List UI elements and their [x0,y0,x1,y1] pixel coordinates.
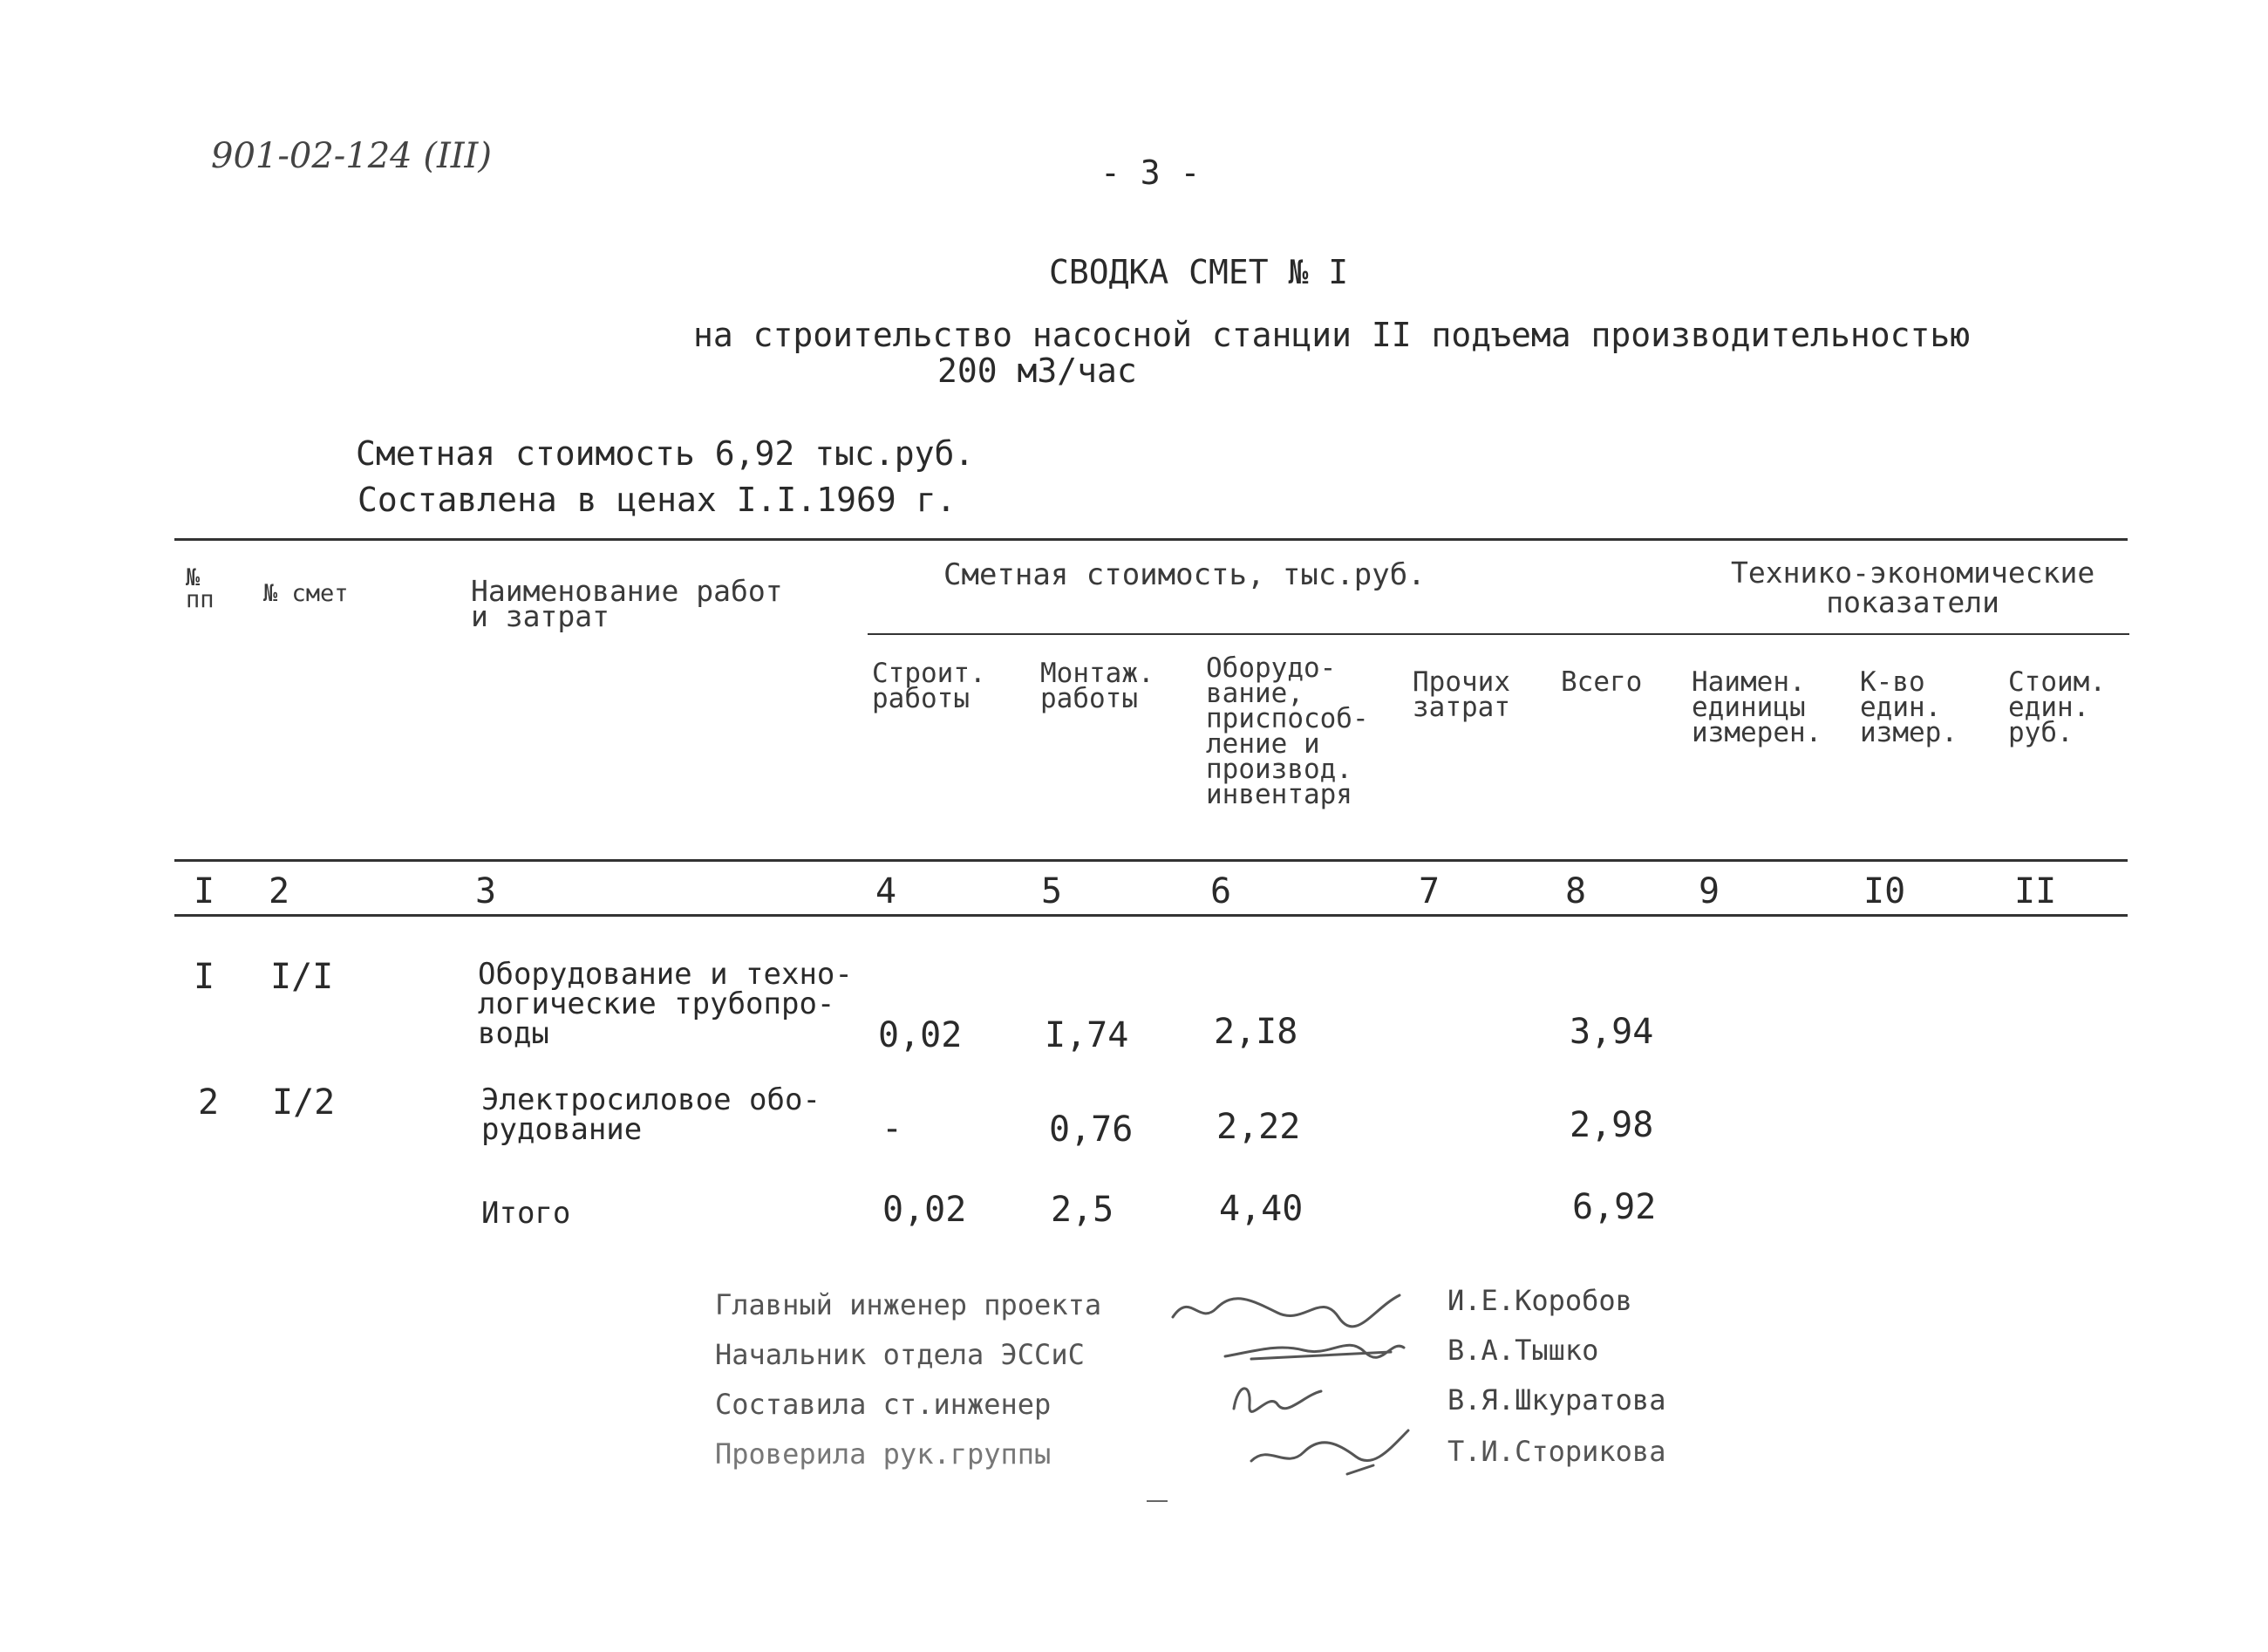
total-row-label: Итого [481,1196,571,1231]
header-estimate-ref: № смет [263,580,349,607]
table-column-number-rule [174,914,2128,917]
signature-role: Начальник отдела ЭССиС [715,1338,1085,1371]
total-installation: 2,5 [1051,1190,1114,1230]
column-number: I0 [1863,871,1906,911]
column-number: 4 [875,871,897,911]
header-construction: Строит. работы [872,658,986,714]
table-cell-installation: I,74 [1045,1015,1129,1055]
header-unit-cost: Стоим. един. руб. [2008,666,2106,748]
header-unit-qty: К-во един. измер. [1860,666,1958,748]
column-number: 2 [269,871,290,911]
signature-role: Составила ст.инженер [715,1388,1052,1421]
handwritten-signature [1243,1417,1417,1487]
document-subtitle-capacity: 200 м3/час [937,352,1137,390]
table-cell-total: 3,94 [1570,1012,1654,1052]
header-equipment: Оборудо- вание, приспособ- ление и производ. инвентаря [1206,652,1369,810]
document-code: 901-02-124 (III) [211,136,492,176]
signature-role: Проверила рук.группы [715,1437,1052,1471]
column-number: 8 [1565,871,1587,911]
document-title: СВОДКА СМЕТ № I [1049,253,1349,291]
header-row-number: № пп [186,564,215,613]
column-number: 3 [475,871,497,911]
handwritten-signature [1225,1374,1347,1417]
header-tech-group: Технико-экономические показатели [1731,556,2095,619]
table-top-rule [174,538,2128,541]
table-cell-ref: I/2 [272,1082,336,1123]
column-number: 6 [1210,871,1232,911]
price-basis: Составлена в ценах I.I.1969 г. [358,481,957,519]
total-equipment: 4,40 [1219,1189,1304,1229]
table-header-rule [174,859,2128,862]
table-cell-ref: I/I [270,957,334,997]
page-number: - 3 - [1100,154,1201,192]
table-cell-num: I [194,957,215,997]
header-work-name: Наименование работ и затрат [471,574,783,633]
column-number: I [194,871,215,911]
column-number: II [2014,871,2057,911]
table-group-rule [868,633,2129,635]
header-cost-group: Сметная стоимость, тыс.руб. [943,557,1426,592]
table-cell-equipment: 2,I8 [1214,1012,1298,1052]
signature-name: В.Я.Шкуратова [1447,1383,1666,1416]
table-cell-num: 2 [198,1082,220,1123]
table-cell-construction: 0,02 [878,1015,963,1055]
header-unit-name: Наимен. единицы измерен. [1692,666,1822,748]
table-cell-construction: - [882,1109,903,1149]
table-cell-total: 2,98 [1570,1105,1654,1145]
estimated-cost: Сметная стоимость 6,92 тыс.руб. [356,434,975,473]
table-cell-name: Электросиловое обо- рудование [481,1082,821,1147]
column-number: 5 [1041,871,1063,911]
header-other: Прочих затрат [1413,666,1510,723]
handwritten-signature [1216,1326,1408,1369]
signature-name: В.А.Тышко [1447,1334,1599,1367]
header-total: Всего [1561,666,1643,698]
column-number: 7 [1419,871,1440,911]
signature-role: Главный инженер проекта [715,1288,1102,1321]
header-installation: Монтаж. работы [1040,658,1154,714]
column-number: 9 [1699,871,1720,911]
signature-name: Т.И.Сторикова [1447,1435,1666,1468]
signature-name: И.Е.Коробов [1447,1284,1632,1317]
total-sum: 6,92 [1572,1187,1657,1227]
document-subtitle: на строительство насосной станции II подъема производительностью [693,316,1971,354]
scan-mark [1147,1500,1168,1502]
total-construction: 0,02 [882,1190,967,1230]
table-cell-name: Оборудование и техно- логические трубопро- воды [478,957,853,1051]
table-cell-equipment: 2,22 [1216,1107,1301,1147]
table-cell-installation: 0,76 [1049,1109,1134,1150]
